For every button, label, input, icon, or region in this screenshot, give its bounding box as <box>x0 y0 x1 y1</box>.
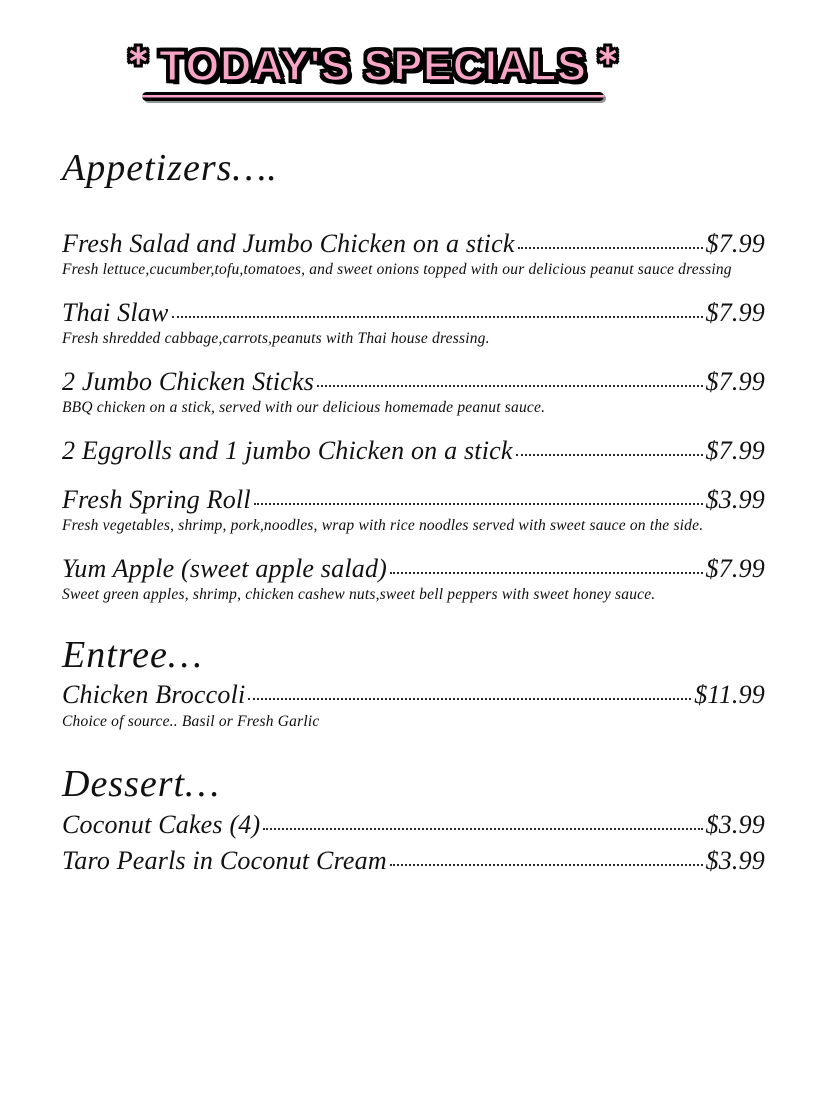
page-title: TODAY'S SPECIALS <box>159 42 587 90</box>
dot-leader <box>518 247 703 249</box>
item-description: BBQ chicken on a stick, served with our delicious homemade peanut sauce. <box>62 399 546 417</box>
menu-item-row <box>62 484 765 516</box>
item-description: Choice of source.. Basil or Fresh Garlic <box>62 713 320 730</box>
section-items <box>62 228 765 605</box>
item-price: $7.99 <box>705 435 765 465</box>
item-name: Taro Pearls in Coconut Cream <box>62 845 387 875</box>
menu-title-banner <box>127 41 619 101</box>
menu-item-row <box>62 228 765 260</box>
item-description: Fresh vegetables, shrimp, pork,noodles, wrap with rice noodles served with sweet sauce on the side. <box>62 517 704 535</box>
dot-leader <box>248 698 691 700</box>
dot-leader <box>390 572 702 574</box>
menu-item <box>62 366 765 418</box>
menu-item-row <box>62 435 765 467</box>
menu-item-row <box>62 553 765 585</box>
dot-leader <box>263 828 702 830</box>
menu-item <box>62 435 765 467</box>
item-description: Sweet green apples, shrimp, chicken cashew nuts,sweet bell peppers with sweet honey sauce. <box>62 586 656 604</box>
dot-leader <box>254 503 703 505</box>
item-name: 2 Eggrolls and 1 jumbo Chicken on a stick <box>62 435 513 465</box>
item-name: Chicken Broccoli <box>62 680 246 710</box>
menu-item <box>62 679 765 731</box>
menu-sections <box>62 147 765 876</box>
flower-icon-left: ✱ <box>127 41 150 71</box>
menu-item-row <box>62 679 765 711</box>
menu-item <box>62 553 765 605</box>
menu-item <box>62 809 765 841</box>
menu-item-row <box>62 845 765 877</box>
menu-section-appetizers <box>62 147 765 605</box>
item-price: $3.99 <box>705 809 765 839</box>
section-heading: Appetizers…. <box>62 147 278 189</box>
menu-item-row <box>62 297 765 329</box>
item-price: $7.99 <box>705 297 765 327</box>
flower-icon-right: ✱ <box>596 41 619 71</box>
section-items <box>62 809 765 876</box>
dot-leader <box>172 316 703 318</box>
menu-item <box>62 845 765 877</box>
item-price: $7.99 <box>705 366 765 396</box>
item-price: $7.99 <box>705 553 765 583</box>
item-description: Fresh shredded cabbage,carrots,peanuts with Thai house dressing. <box>62 330 490 348</box>
item-name: Thai Slaw <box>62 297 169 327</box>
section-heading: Entree… <box>62 633 203 676</box>
item-name: Coconut Cakes (4) <box>62 809 261 839</box>
item-name: Fresh Salad and Jumbo Chicken on a stick <box>62 228 515 258</box>
item-name: 2 Jumbo Chicken Sticks <box>62 366 315 396</box>
dot-leader <box>390 864 703 866</box>
dot-leader <box>317 385 702 387</box>
item-name: Fresh Spring Roll <box>62 484 251 514</box>
section-heading: Dessert… <box>62 763 220 806</box>
menu-section-dessert <box>62 763 765 876</box>
item-description: Fresh lettuce,cucumber,tofu,tomatoes, and sweet onions topped with our delicious peanut sauce dressing <box>62 261 732 279</box>
menu-item <box>62 484 765 536</box>
menu-item <box>62 297 765 349</box>
item-price: $3.99 <box>705 845 765 875</box>
item-name: Yum Apple (sweet apple salad) <box>62 553 388 583</box>
menu-item <box>62 228 765 280</box>
menu-section-entree <box>62 634 765 732</box>
section-items <box>62 679 765 731</box>
item-price: $7.99 <box>705 228 765 258</box>
item-price: $11.99 <box>694 680 765 710</box>
dot-leader <box>516 454 703 456</box>
menu-item-row <box>62 366 765 398</box>
title-underline <box>142 92 604 101</box>
item-price: $3.99 <box>705 484 765 514</box>
menu-item-row <box>62 809 765 841</box>
